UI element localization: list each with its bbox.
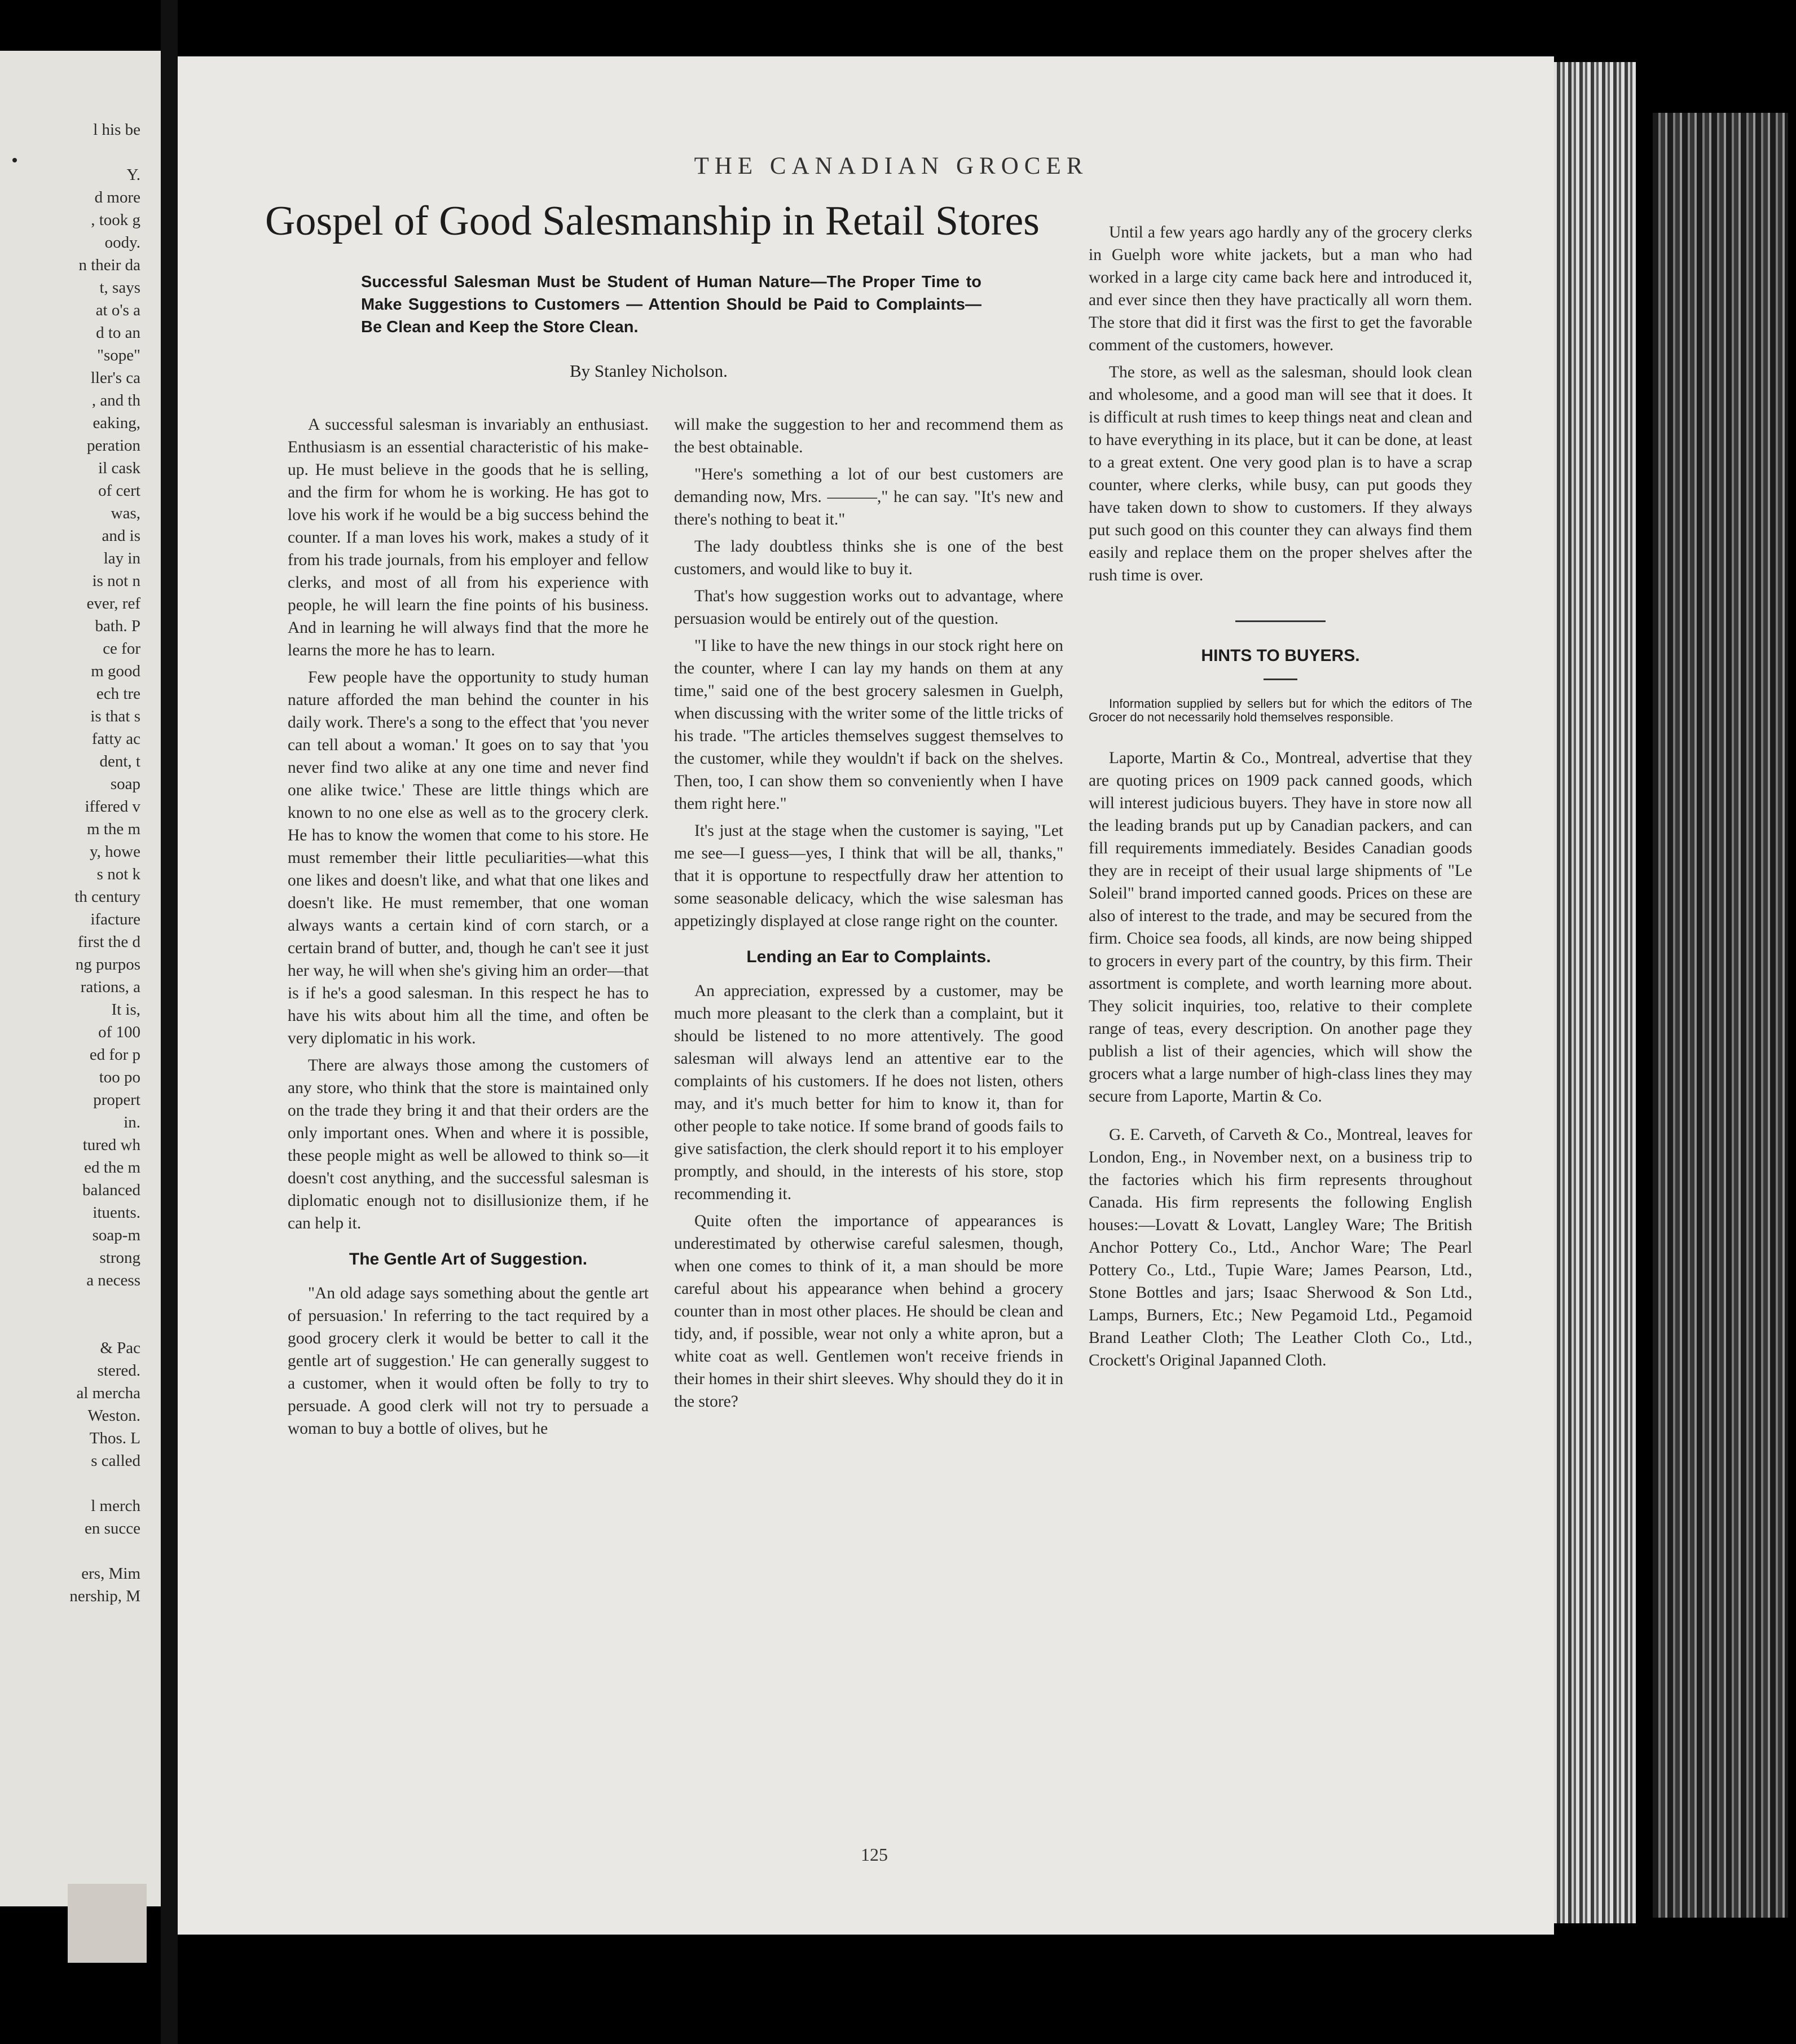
left-page-line: l his be — [93, 121, 140, 139]
left-page-line: ller's ca — [90, 369, 140, 387]
column-1 — [288, 413, 649, 1444]
article-title: Gospel of Good Salesmanship in Retail Stores — [265, 198, 1040, 244]
paragraph: "Here's something a lot of our best customers are demanding now, Mrs. ———," he can say. "It's new and there's nothing to beat it." — [674, 465, 1063, 528]
left-page-line: y, howe — [90, 843, 140, 861]
left-page-line: ng purpos — [75, 955, 140, 973]
left-page-line: m the m — [86, 820, 140, 838]
paragraph: Few people have the opportunity to study human nature afforded the man behind the counter in his daily work. There's a song to the effect that 'you never can tell about a woman.' It goes on to say that 'you never find two alike at any one time and never find one alike twice.' These are little things which are known to no one else as well as to the grocery clerk. He has to know the women that come to his store. He must remember their little peculiarities—what this one likes and doesn't like, and what that one likes and doesn't like. He must remember, that one woman always wants a certain kind of corn starch, or a certain brand of butter, and, though he can't see it just her way, he will when she's giving him an order—that is if he's a good salesman. In this respect he has to have his wits about him all the time, and often be very diplomatic in his work. — [288, 668, 649, 1047]
left-page-line: ers, Mim — [81, 1565, 140, 1583]
left-page-line: s not k — [96, 865, 140, 883]
left-page-line: ituents. — [93, 1204, 140, 1222]
left-page-line: lay in — [103, 549, 140, 567]
hints-heading: HINTS TO BUYERS. — [1201, 646, 1360, 665]
divider-rule — [1235, 620, 1326, 622]
left-page-line: iffered v — [85, 798, 140, 816]
left-page-line: of cert — [98, 482, 140, 500]
byline: By Stanley Nicholson. — [570, 361, 728, 381]
left-page-line: d more — [94, 188, 140, 206]
left-page-line — [0, 1472, 140, 1495]
left-page-line: s called — [91, 1452, 140, 1470]
left-page-line: is that s — [90, 707, 140, 725]
left-page-line: and is — [102, 527, 140, 545]
left-page-line: ech tre — [96, 685, 140, 703]
left-page-line: dent, t — [99, 752, 140, 770]
paragraph: The lady doubtless thinks she is one of the best customers, and would like to buy it. — [674, 538, 1063, 578]
left-page-line: soap-m — [92, 1226, 140, 1244]
section-heading: The Gentle Art of Suggestion. — [349, 1250, 588, 1268]
left-page-line: first the d — [77, 933, 140, 951]
divider-rule-short — [1264, 679, 1297, 680]
column-2 — [674, 413, 1063, 1417]
left-page-line: balanced — [82, 1181, 140, 1199]
hints-note: Information supplied by sellers but for which the editors of The Grocer do not necessarily hold themselves responsible. — [1089, 697, 1472, 724]
left-page-line: is not n — [92, 572, 140, 590]
paragraph: "An old adage says something about the gentle art of persuasion.' In referring to the tact required by a good grocery clerk it would be better to call it the gentle art of suggestion.' He can generally suggest to a customer, when it would often be folly to try to persuade. A good clerk will not try to persuade a woman to buy a bottle of olives, but he — [288, 1284, 649, 1438]
paragraph: Until a few years ago hardly any of the grocery clerks in Guelph wore white jackets, but a man who had worked in a large city came back here and introduced it, and ever since then they have practically all worn them. The store that did it first was the first to get the favorable comment of the customers, however. — [1089, 223, 1472, 354]
left-page-line: t, says — [99, 279, 140, 297]
paragraph: "I like to have the new things in our stock right here on the counter, where I can lay my hands on them at any time," said one of the best grocery salesmen in Guelph, when discussing with the writer some of the little tricks of his trade. "The articles themselves suggest themselves to the customer, while they wouldn't if back on the shelves. Then, too, I can show them so conveniently when I have them right here." — [674, 637, 1063, 813]
hint-item: G. E. Carveth, of Carveth & Co., Montreal, leaves for London, Eng., in November next, on a business trip to the factories which his firm represents throughout Canada. His firm represents the following English houses:—Lovatt & Lovatt, Langley Ware; The British Anchor Pottery Co., Ltd., Anchor Ware; The Pearl Pottery Co., Ltd., Tupie Ware; James Pearson, Ltd., Stone Bottles and jars; Isaac Sherwood & Son Ltd., Lamps, Burners, Etc.; New Pegamoid Ltd., Pegamoid Brand Leather Cloth; The Leather Cloth Co., Ltd., Crockett's Original Japanned Cloth. — [1089, 1126, 1472, 1369]
left-page-fragment — [0, 51, 161, 1906]
left-page-line: eaking, — [93, 414, 140, 432]
left-page-line: nership, M — [69, 1587, 140, 1605]
left-page-line: was, — [111, 504, 140, 522]
left-page-line: too po — [99, 1068, 140, 1086]
left-page-line: ce for — [103, 640, 140, 658]
left-page-line: strong — [99, 1249, 140, 1267]
left-page-line: of 100 — [98, 1023, 140, 1041]
paper-tab — [68, 1884, 147, 1963]
left-page-line: l merch — [91, 1497, 140, 1515]
left-page-line: n their da — [78, 256, 140, 274]
page-stack-edge — [1546, 62, 1636, 1923]
left-page-line: bath. P — [95, 617, 140, 635]
column-3 — [1089, 221, 1472, 1376]
section-heading: Lending an Ear to Complaints. — [746, 948, 991, 966]
left-page-line: ed the m — [84, 1158, 140, 1177]
left-page-line: Y. — [126, 166, 140, 184]
left-page-line: , took g — [91, 211, 140, 229]
left-page-line: d to an — [96, 324, 140, 342]
left-page-line: stered. — [97, 1362, 140, 1380]
left-page-line: propert — [93, 1091, 140, 1109]
left-page-line: "sope" — [97, 346, 140, 364]
left-page-line: in. — [124, 1113, 140, 1131]
left-page-line: Thos. L — [89, 1429, 140, 1447]
left-page-line: oody. — [104, 234, 140, 252]
left-page-line: & Pac — [100, 1339, 140, 1357]
left-page-line: th century — [74, 888, 140, 906]
left-page-line — [0, 141, 140, 164]
left-page-line: rations, a — [80, 978, 140, 996]
left-page-line: a necess — [86, 1271, 140, 1289]
left-page-line: at o's a — [95, 301, 140, 319]
paragraph: will make the suggestion to her and recommend them as the best obtainable. — [674, 416, 1063, 456]
paragraph: There are always those among the customers of any store, who think that the store is maintained only on the trade they bring it and that their orders are the only important ones. When and where it is possible, these people might as well be allowed to think so—it doesn't cost anything, and the successful salesman is diplomatic enough not to disillusionize them, if he can help it. — [288, 1056, 649, 1232]
left-page-line: al mercha — [76, 1384, 140, 1402]
left-page-line: , and th — [91, 391, 140, 409]
left-page-text — [0, 118, 161, 1607]
left-page-line: m good — [91, 662, 140, 680]
left-page-line — [0, 1540, 140, 1562]
paragraph: It's just at the stage when the customer is saying, "Let me see—I guess—yes, I think that will be all, thanks," that it is opportune to respectfully draw her attention to some seasonable delicacy, which the wise salesman has appetizingly displayed at close range right on the counter. — [674, 822, 1063, 930]
article-subhead: Successful Salesman Must be Student of Human Nature—The Proper Time to Make Suggestions to Customers — Attention Should be Paid to Complaints—Be Clean and Keep the Store Clean. — [361, 273, 981, 336]
paragraph: The store, as well as the salesman, should look clean and wholesome, and a good man will see that it does. It is difficult at rush times to keep things neat and clean and to have everything in its place, but it can be done, at least to a great extent. One very good plan is to have a scrap counter, where clerks, while busy, can put goods they have taken down to show to customers. If they always put such good on this counter they can always find them easily and replace them on the proper shelves after the rush time is over. — [1089, 363, 1472, 584]
book-edge-shadow — [1653, 113, 1788, 1918]
left-page-line: Weston. — [87, 1407, 140, 1425]
page-number: 125 — [861, 1844, 888, 1865]
left-page-line: ever, ref — [86, 594, 140, 613]
left-page-line — [0, 1314, 140, 1337]
left-page-line: soap — [110, 775, 140, 793]
left-page-line: en succe — [84, 1519, 140, 1538]
left-page-line: peration — [86, 437, 140, 455]
left-page-line: fatty ac — [91, 730, 140, 748]
paragraph: Quite often the importance of appearances is underestimated by otherwise careful salesmen, though, when one comes to think of it, a man should be more careful about his appearance when behind a grocery counter than in most other places. He should be clean and tidy, and, if possible, wear not only a white apron, but a white coat as well. Gentlemen won't receive friends in their homes in their shirt sleeves. Why should they do it in the store? — [674, 1212, 1063, 1411]
left-page-line: tured wh — [82, 1136, 140, 1154]
paragraph: An appreciation, expressed by a customer, may be much more pleasant to the clerk than a complaint, but it should be listened to no more attentively. The good salesman will always lend an attentive ear to the complaints of his customers. If he does not listen, others may, and it's much better for him to know it, than for other people to take notice. If some brand of goods fails to give satisfaction, the clerk should report it to his employer promptly, and should, in the interests of his store, stop recommending it. — [674, 982, 1063, 1203]
left-page-line: It is, — [111, 1001, 140, 1019]
left-page-line: il cask — [98, 459, 140, 477]
running-head: THE CANADIAN GROCER — [694, 153, 1089, 179]
paragraph: That's how suggestion works out to advantage, where persuasion would be entirely out of the question. — [674, 587, 1063, 628]
book-gutter — [161, 0, 178, 2044]
left-page-line — [0, 1292, 140, 1314]
left-page-line: ifacture — [90, 910, 140, 928]
left-page-line: ed for p — [89, 1046, 140, 1064]
paragraph: A successful salesman is invariably an enthusiast. Enthusiasm is an essential characteristic of his make-up. He must believe in the goods that he is selling, and the firm for whom he is working. He has got to love his work if he would be a big success behind the counter. If a man loves his work, makes a study of it from his trade journals, from his employer and fellow clerks, and most of all from his experience with people, he will learn the fine points of his business. And in learning he will always find that the more he learns the more he has to learn. — [288, 416, 649, 659]
hint-item: Laporte, Martin & Co., Montreal, advertise that they are quoting prices on 1909 pack canned goods, which will interest judicious buyers. They have in store now all the leading brands put up by Canadian packers, and can fill requirements immediately. Besides Canadian goods they are in receipt of their usual large shipments of "Le Soleil" brand imported canned goods. Prices on these are also of interest to the trade, and may be secured from the firm. Choice sea foods, all kinds, are now being shipped to grocers in every part of the country, by this firm. Their assortment is complete, and worth learning more about. They solicit inquiries, too, relative to their complete range of teas, every description. On another page they publish a list of their agencies, which will show the grocers what a large number of high-class lines they may secure from Laporte, Martin & Co. — [1089, 749, 1472, 1105]
